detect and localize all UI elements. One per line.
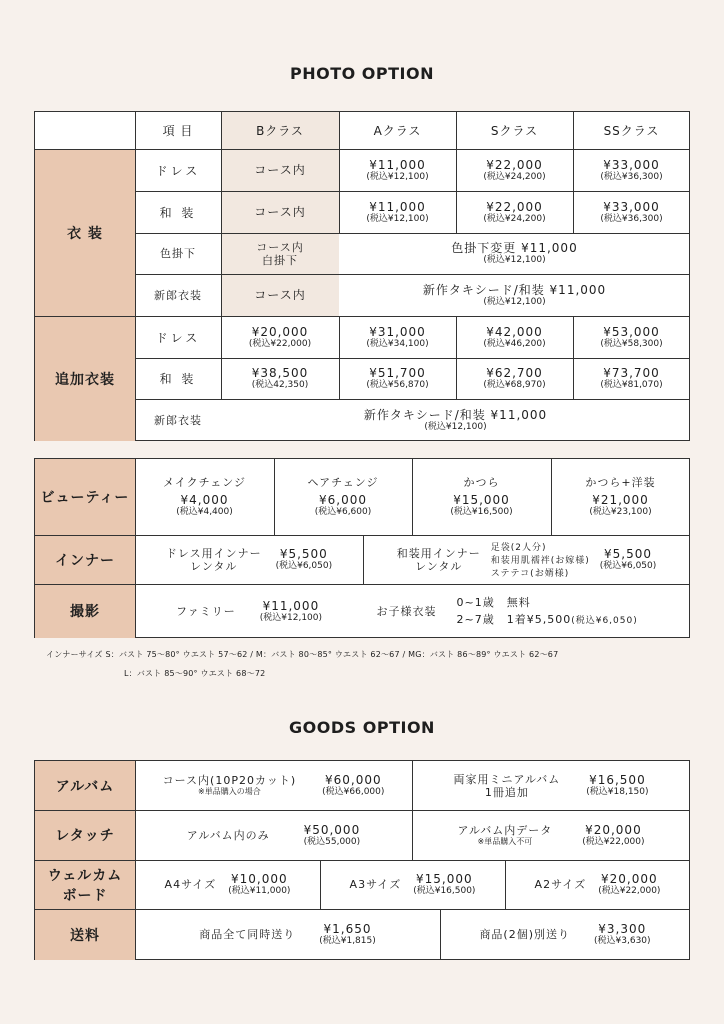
welcome-size-name: A4サイズ (164, 878, 217, 891)
dress-a-tax: (税込¥12,100) (366, 171, 429, 182)
add-dress-a-price: ¥31,000 (369, 324, 426, 339)
inner-label: インナー (55, 552, 115, 569)
retouch-album-price: ¥50,000 (303, 822, 361, 837)
album-label: アルバム (55, 778, 115, 795)
add-wasou-b-price: ¥38,500 (251, 366, 309, 380)
beauty-item-price: ¥4,000 (180, 493, 229, 507)
photo-kids-line1: 0~1歳 無料 (456, 595, 531, 609)
group-costume: 衣 装 (67, 225, 103, 242)
shipping-together-tax: (税込¥1,815) (319, 936, 376, 946)
add-dress-ss-price: ¥53,000 (603, 324, 660, 339)
wasou-s-price: ¥22,000 (486, 199, 543, 214)
goods-option-table (34, 760, 690, 960)
beauty-item-price: ¥21,000 (592, 493, 649, 507)
wasou-a-tax: (税込¥12,100) (366, 213, 429, 224)
photo-kids-tax: (税込¥6,050) (571, 615, 638, 626)
photo-family-name: ファミリー (175, 604, 236, 618)
mini-album-price: ¥16,500 (589, 773, 646, 787)
header-item: 項 目 (162, 123, 194, 138)
dress-s-tax: (税込¥24,200) (483, 171, 546, 182)
inner-wasou-item: 足袋(2人分) (490, 543, 547, 553)
beauty-item-name: かつら+洋装 (585, 476, 656, 489)
retouch-data-price: ¥20,000 (585, 822, 642, 837)
header-s-class: Sクラス (490, 123, 539, 138)
header-a-class: Aクラス (373, 123, 422, 138)
welcome-size-tax: (税込¥11,000) (228, 886, 291, 896)
welcome-size-name: A2サイズ (534, 878, 587, 891)
welcome-size-price: ¥15,000 (416, 872, 473, 886)
wasou-a-price: ¥11,000 (369, 199, 426, 214)
wasou-ss-price: ¥33,000 (603, 199, 660, 214)
shipping-separate-tax: (税込¥3,630) (594, 936, 651, 946)
add-wasou-s-tax: (税込¥68,970) (483, 380, 546, 390)
shipping-together-name: 商品全て同時送り (199, 928, 296, 941)
add-wasou-a-price: ¥51,700 (369, 366, 426, 380)
beauty-item-price: ¥6,000 (319, 493, 367, 507)
retouch-album-name: アルバム内のみ (186, 828, 270, 842)
welcome-size-tax: (税込¥22,000) (598, 886, 661, 896)
goods-option-title: GOODS OPTION (289, 718, 435, 737)
add-wasou-b-tax: (税込42,350) (251, 380, 309, 390)
mini-album-name: 両家用ミニアルバム (453, 772, 561, 786)
photo-kids-line2: 2~7歳 1着¥5,500 (456, 612, 572, 626)
dress-ss-price: ¥33,000 (603, 157, 660, 172)
inner-wasou-price: ¥5,500 (604, 547, 652, 561)
add-dress-s-price: ¥42,000 (486, 324, 543, 339)
retouch-data-name: アルバム内データ (457, 823, 553, 837)
shipping-label: 送料 (70, 927, 100, 944)
beauty-item-name: メイクチェンジ (163, 476, 246, 489)
row-label-add-dress: ドレス (155, 330, 201, 345)
add-wasou-s-price: ¥62,700 (486, 366, 543, 380)
dress-b-value: コース内 (254, 163, 306, 177)
welcome-size-name: A3サイズ (349, 878, 402, 891)
beauty-inner-photo-table (34, 458, 690, 638)
shipping-together-price: ¥1,650 (323, 922, 372, 936)
welcome-size-tax: (税込¥16,500) (413, 886, 476, 896)
add-groom-text: 新作タキシード/和装 ¥11,000 (363, 407, 548, 422)
irokake-b-line1: コース内 (256, 240, 304, 254)
inner-wasou-name: 和装用インナー (396, 546, 481, 560)
row-label-groom: 新郎衣装 (154, 288, 202, 302)
album-course-tax: (税込¥66,000) (322, 787, 385, 797)
welcome-size-price: ¥10,000 (231, 872, 288, 886)
header-b-class: Bクラス (256, 123, 304, 138)
mini-album-tax: (税込¥18,150) (586, 787, 649, 797)
add-dress-b-tax: (税込¥22,000) (248, 338, 312, 349)
album-course-note: ※単品購入の場合 (198, 787, 261, 796)
header-ss-class: SSクラス (603, 123, 660, 138)
mini-album-name2: 1冊追加 (484, 785, 529, 799)
row-label-wasou: 和 装 (159, 205, 197, 220)
dress-s-price: ¥22,000 (486, 157, 543, 172)
inner-dress-name: ドレス用インナー (165, 546, 262, 560)
irokake-b-line2: 白掛下 (262, 253, 298, 267)
beauty-item-tax: (税込¥23,100) (589, 507, 652, 517)
photo-kids-name: お子様衣装 (376, 604, 437, 618)
retouch-album-tax: (税込55,000) (303, 836, 361, 847)
beauty-item-price: ¥15,000 (453, 493, 510, 507)
add-dress-s-tax: (税込¥46,200) (483, 338, 546, 349)
add-wasou-a-tax: (税込¥56,870) (366, 380, 429, 390)
row-label-dress: ドレス (155, 163, 201, 178)
inner-dress-name2: レンタル (190, 559, 238, 573)
photo-family-price: ¥11,000 (262, 598, 320, 613)
add-dress-a-tax: (税込¥34,100) (366, 338, 429, 349)
photo-label: 撮影 (70, 604, 100, 620)
wasou-b-value: コース内 (254, 205, 306, 219)
wasou-ss-tax: (税込¥36,300) (600, 213, 663, 224)
inner-wasou-item: 和装用肌襦袢(お嫁様) (490, 556, 590, 566)
wasou-s-tax: (税込¥24,200) (483, 213, 546, 224)
welcome-size-price: ¥20,000 (601, 872, 658, 886)
add-dress-ss-tax: (税込¥58,300) (600, 338, 663, 349)
beauty-item-tax: (税込¥6,600) (314, 507, 372, 517)
groom-text: 新作タキシード/和装 ¥11,000 (422, 282, 607, 297)
retouch-data-note: ※単品購入不可 (477, 836, 533, 846)
groom-tax: (税込¥12,100) (483, 296, 546, 307)
photo-option-table (34, 111, 690, 441)
inner-wasou-tax: (税込¥6,050) (599, 561, 657, 571)
album-course-name: コース内(10P20カット) (162, 774, 297, 787)
inner-wasou-item: ステテコ(お婿様) (490, 569, 570, 579)
beauty-item-tax: (税込¥4,400) (176, 507, 233, 517)
retouch-label: レタッチ (55, 828, 115, 844)
welcome-board-label2: ボード (62, 887, 108, 904)
inner-wasou-name2: レンタル (415, 559, 463, 573)
irokake-text: 色掛下変更 ¥11,000 (451, 241, 578, 255)
inner-dress-price: ¥5,500 (279, 547, 328, 561)
add-wasou-ss-price: ¥73,700 (603, 366, 660, 380)
album-course-price: ¥60,000 (324, 773, 382, 787)
retouch-data-tax: (税込¥22,000) (582, 836, 645, 847)
dress-ss-tax: (税込¥36,300) (600, 171, 663, 182)
row-label-add-groom: 新郎衣装 (154, 413, 202, 427)
inner-sizes-note-line1: インナーサイズ S：バスト 75〜80° ウエスト 57〜62 / M：バスト 80〜85° ウエスト 62〜67 / MG：バスト 86〜89° ウエスト 62〜67 (46, 650, 559, 659)
row-label-irokake: 色掛下 (160, 247, 196, 260)
add-wasou-ss-tax: (税込¥81,070) (600, 380, 663, 390)
shipping-separate-price: ¥3,300 (598, 922, 647, 936)
beauty-label: ビューティー (40, 490, 130, 506)
beauty-item-name: ヘアチェンジ (307, 476, 379, 489)
beauty-item-tax: (税込¥16,500) (450, 507, 513, 517)
photo-family-tax: (税込¥12,100) (259, 612, 323, 623)
shipping-separate-name: 商品(2個)別送り (479, 928, 571, 941)
welcome-board-label: ウェルカム (47, 867, 123, 884)
irokake-tax: (税込¥12,100) (483, 255, 546, 265)
add-dress-b-price: ¥20,000 (251, 324, 309, 339)
dress-a-price: ¥11,000 (369, 157, 426, 172)
group-additional-costume: 追加衣装 (55, 371, 115, 388)
inner-sizes-note-line2: L：バスト 85〜90° ウエスト 68〜72 (124, 669, 266, 678)
groom-b-value: コース内 (254, 288, 306, 302)
row-label-add-wasou: 和 装 (159, 372, 197, 386)
beauty-item-name: かつら (463, 476, 500, 489)
inner-dress-tax: (税込¥6,050) (275, 561, 333, 571)
add-groom-tax: (税込¥12,100) (424, 421, 487, 432)
photo-option-title: PHOTO OPTION (290, 64, 434, 83)
